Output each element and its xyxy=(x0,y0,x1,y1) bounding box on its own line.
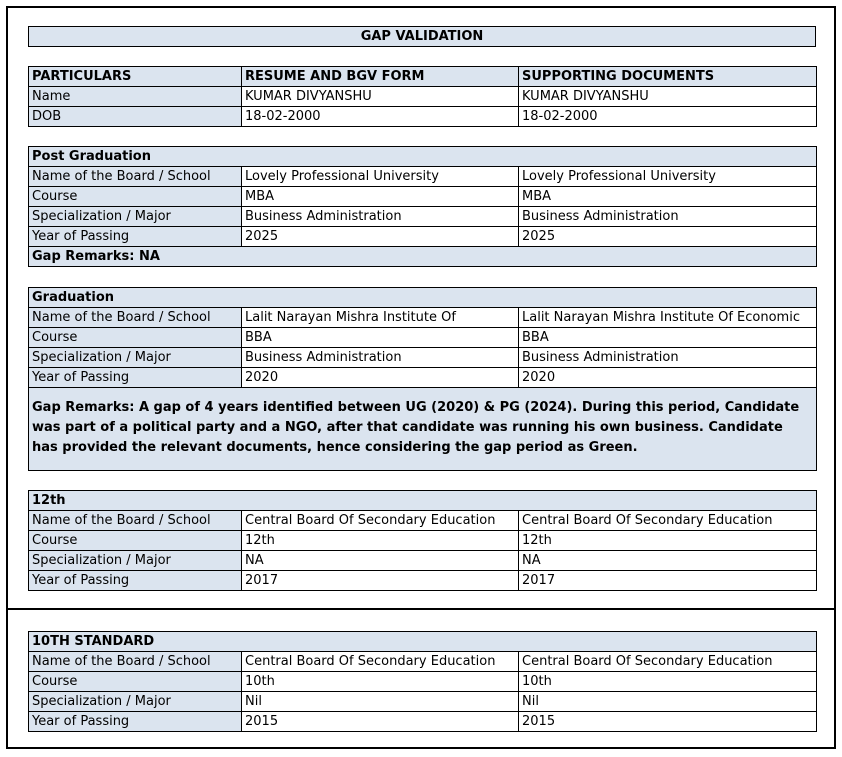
table-row xyxy=(29,692,817,712)
table-row xyxy=(29,207,817,227)
docs-value: Nil xyxy=(519,692,817,712)
table-row xyxy=(29,368,817,388)
table-row xyxy=(29,712,817,732)
remarks-row xyxy=(29,388,817,471)
row-label: Specialization / Major xyxy=(29,551,242,571)
table-row xyxy=(29,187,817,207)
row-label: Specialization / Major xyxy=(29,692,242,712)
row-label: Name of the Board / School xyxy=(29,511,242,531)
docs-value: 18-02-2000 xyxy=(519,107,817,127)
row-label: Specialization / Major xyxy=(29,207,242,227)
resume-value: MBA xyxy=(242,187,519,207)
docs-value: Lovely Professional University xyxy=(519,167,817,187)
row-label: Name of the Board / School xyxy=(29,167,242,187)
resume-value: BBA xyxy=(242,328,519,348)
section-heading: 12th xyxy=(29,491,817,511)
resume-value: 18-02-2000 xyxy=(242,107,519,127)
section-divider xyxy=(6,608,836,610)
docs-value: Central Board Of Secondary Education xyxy=(519,652,817,672)
docs-value: Business Administration xyxy=(519,348,817,368)
table-row xyxy=(29,531,817,551)
table-row xyxy=(29,672,817,692)
resume-value: 2015 xyxy=(242,712,519,732)
docs-value: 2025 xyxy=(519,227,817,247)
docs-value: Central Board Of Secondary Education xyxy=(519,511,817,531)
resume-value: Lalit Narayan Mishra Institute Of xyxy=(242,308,519,328)
row-label: Course xyxy=(29,531,242,551)
section-heading-row xyxy=(29,632,817,652)
resume-value: Central Board Of Secondary Education xyxy=(242,652,519,672)
docs-value: 12th xyxy=(519,531,817,551)
docs-value: BBA xyxy=(519,328,817,348)
docs-value: Business Administration xyxy=(519,207,817,227)
table-row xyxy=(29,571,817,591)
row-label: Year of Passing xyxy=(29,227,242,247)
header-row xyxy=(29,67,817,87)
table-row xyxy=(29,227,817,247)
table-row xyxy=(29,107,817,127)
post-graduation-table xyxy=(28,146,817,267)
table-row xyxy=(29,652,817,672)
table-row xyxy=(29,87,817,107)
resume-value: Business Administration xyxy=(242,207,519,227)
docs-value: NA xyxy=(519,551,817,571)
resume-value: Central Board Of Secondary Education xyxy=(242,511,519,531)
section-heading-row xyxy=(29,491,817,511)
section-heading: Graduation xyxy=(29,288,817,308)
resume-value: KUMAR DIVYANSHU xyxy=(242,87,519,107)
row-label: Name xyxy=(29,87,242,107)
row-label: Name of the Board / School xyxy=(29,652,242,672)
row-label: DOB xyxy=(29,107,242,127)
tenth-table xyxy=(28,631,817,732)
row-label: Specialization / Major xyxy=(29,348,242,368)
resume-value: 2020 xyxy=(242,368,519,388)
row-label: Course xyxy=(29,328,242,348)
table-row xyxy=(29,308,817,328)
row-label: Name of the Board / School xyxy=(29,308,242,328)
page-title: GAP VALIDATION xyxy=(28,26,816,47)
resume-value: 2017 xyxy=(242,571,519,591)
docs-value: 10th xyxy=(519,672,817,692)
resume-value: NA xyxy=(242,551,519,571)
resume-value: 2025 xyxy=(242,227,519,247)
section-heading-row xyxy=(29,147,817,167)
table-row xyxy=(29,511,817,531)
resume-value: 12th xyxy=(242,531,519,551)
docs-value: 2015 xyxy=(519,712,817,732)
docs-value: Lalit Narayan Mishra Institute Of Economic xyxy=(519,308,817,328)
gap-remarks: Gap Remarks: A gap of 4 years identified between UG (2020) & PG (2024). During this period, Candidate was part of a political party and a NGO, after that candidate was running his own business. Candidate has provided the relevant documents, hence considering the gap period as Green. xyxy=(29,388,817,471)
remarks-row xyxy=(29,247,817,267)
row-label: Year of Passing xyxy=(29,571,242,591)
twelfth-table xyxy=(28,490,817,591)
personal-table xyxy=(28,66,817,127)
graduation-table xyxy=(28,287,817,471)
header-documents: SUPPORTING DOCUMENTS xyxy=(519,67,817,87)
table-row xyxy=(29,167,817,187)
section-heading: 10TH STANDARD xyxy=(29,632,817,652)
header-particulars: PARTICULARS xyxy=(29,67,242,87)
row-label: Year of Passing xyxy=(29,712,242,732)
table-row xyxy=(29,328,817,348)
row-label: Course xyxy=(29,672,242,692)
section-heading-row xyxy=(29,288,817,308)
resume-value: Business Administration xyxy=(242,348,519,368)
resume-value: 10th xyxy=(242,672,519,692)
row-label: Year of Passing xyxy=(29,368,242,388)
row-label: Course xyxy=(29,187,242,207)
table-row xyxy=(29,348,817,368)
resume-value: Lovely Professional University xyxy=(242,167,519,187)
docs-value: 2017 xyxy=(519,571,817,591)
header-resume: RESUME AND BGV FORM xyxy=(242,67,519,87)
docs-value: 2020 xyxy=(519,368,817,388)
gap-remarks: Gap Remarks: NA xyxy=(29,247,817,267)
table-row xyxy=(29,551,817,571)
docs-value: KUMAR DIVYANSHU xyxy=(519,87,817,107)
resume-value: Nil xyxy=(242,692,519,712)
docs-value: MBA xyxy=(519,187,817,207)
section-heading: Post Graduation xyxy=(29,147,817,167)
